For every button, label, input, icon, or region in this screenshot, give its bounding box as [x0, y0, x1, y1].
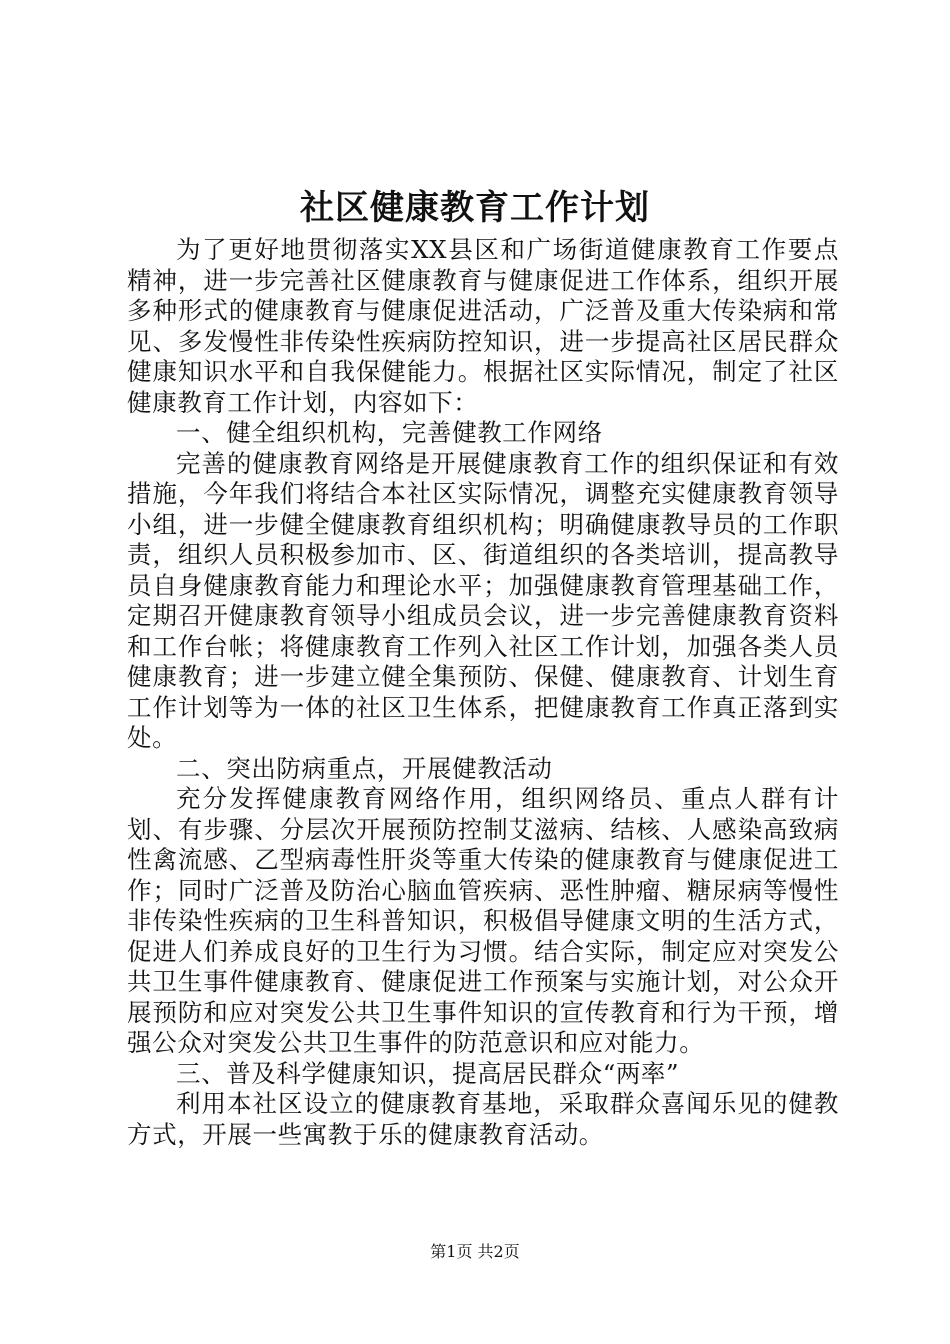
section-paragraph-3: 利用本社区设立的健康教育基地，采取群众喜闻乐见的健教方式，开展一些寓教于乐的健康教育活动。 [127, 1089, 839, 1149]
document-body [127, 235, 839, 1150]
section-heading-1: 一、健全组织机构，完善健教工作网络 [176, 418, 603, 447]
page-title: 社区健康教育工作计划 [300, 188, 650, 228]
section-paragraph-2: 充分发挥健康教育网络作用，组织网络员、重点人群有计划、有步骤、分层次开展预防控制艾滋病、结核、人感染高致病性禽流感、乙型病毒性肝炎等重大传染的健康教育与健康促进工作；同时广泛普及防治心脑血管疾病、恶性肿瘤、糖尿病等慢性非传染性疾病的卫生科普知识，积极倡导健康文明的生活方式，促进人们养成良好的卫生行为习惯。结合实际，制定应对突发公共卫生事件健康教育、健康促进工作预案与实施计划，对公众开展预防和应对突发公共卫生事件知识的宣传教育和行为干预，增强公众对突发公共卫生事件的防范意识和应对能力。 [127, 784, 839, 1057]
intro-paragraph: 为了更好地贯彻落实XX县区和广场街道健康教育工作要点精神，进一步完善社区健康教育与健康促进工作体系，组织开展多种形式的健康教育与健康促进活动，广泛普及重大传染病和常见、多发慢性非传染性疾病防控知识，进一步提高社区居民群众健康知识水平和自我保健能力。根据社区实际情况，制定了社区健康教育工作计划，内容如下： [127, 235, 839, 417]
section-heading-2: 二、突出防病重点，开展健教活动 [176, 753, 553, 783]
section-paragraph-1: 完善的健康教育网络是开展健康教育工作的组织保证和有效措施，今年我们将结合本社区实际情况，调整充实健康教育领导小组，进一步健全健康教育组织机构；明确健康教导员的工作职责，组织人员积极参加市、区、街道组织的各类培训，提高教导员自身健康教育能力和理论水平；加强健康教育管理基础工作，定期召开健康教育领导小组成员会议，进一步完善健康教育资料和工作台帐；将健康教育工作列入社区工作计划，加强各类人员健康教育；进一步建立健全集预防、保健、健康教育、计划生育工作计划等为一体的社区卫生体系，把健康教育工作真正落到实处。 [127, 448, 839, 752]
page-footer: 第1页 共2页 [430, 1242, 520, 1261]
section-heading-3: 三、普及科学健康知识，提高居民群众“两率” [176, 1058, 680, 1088]
